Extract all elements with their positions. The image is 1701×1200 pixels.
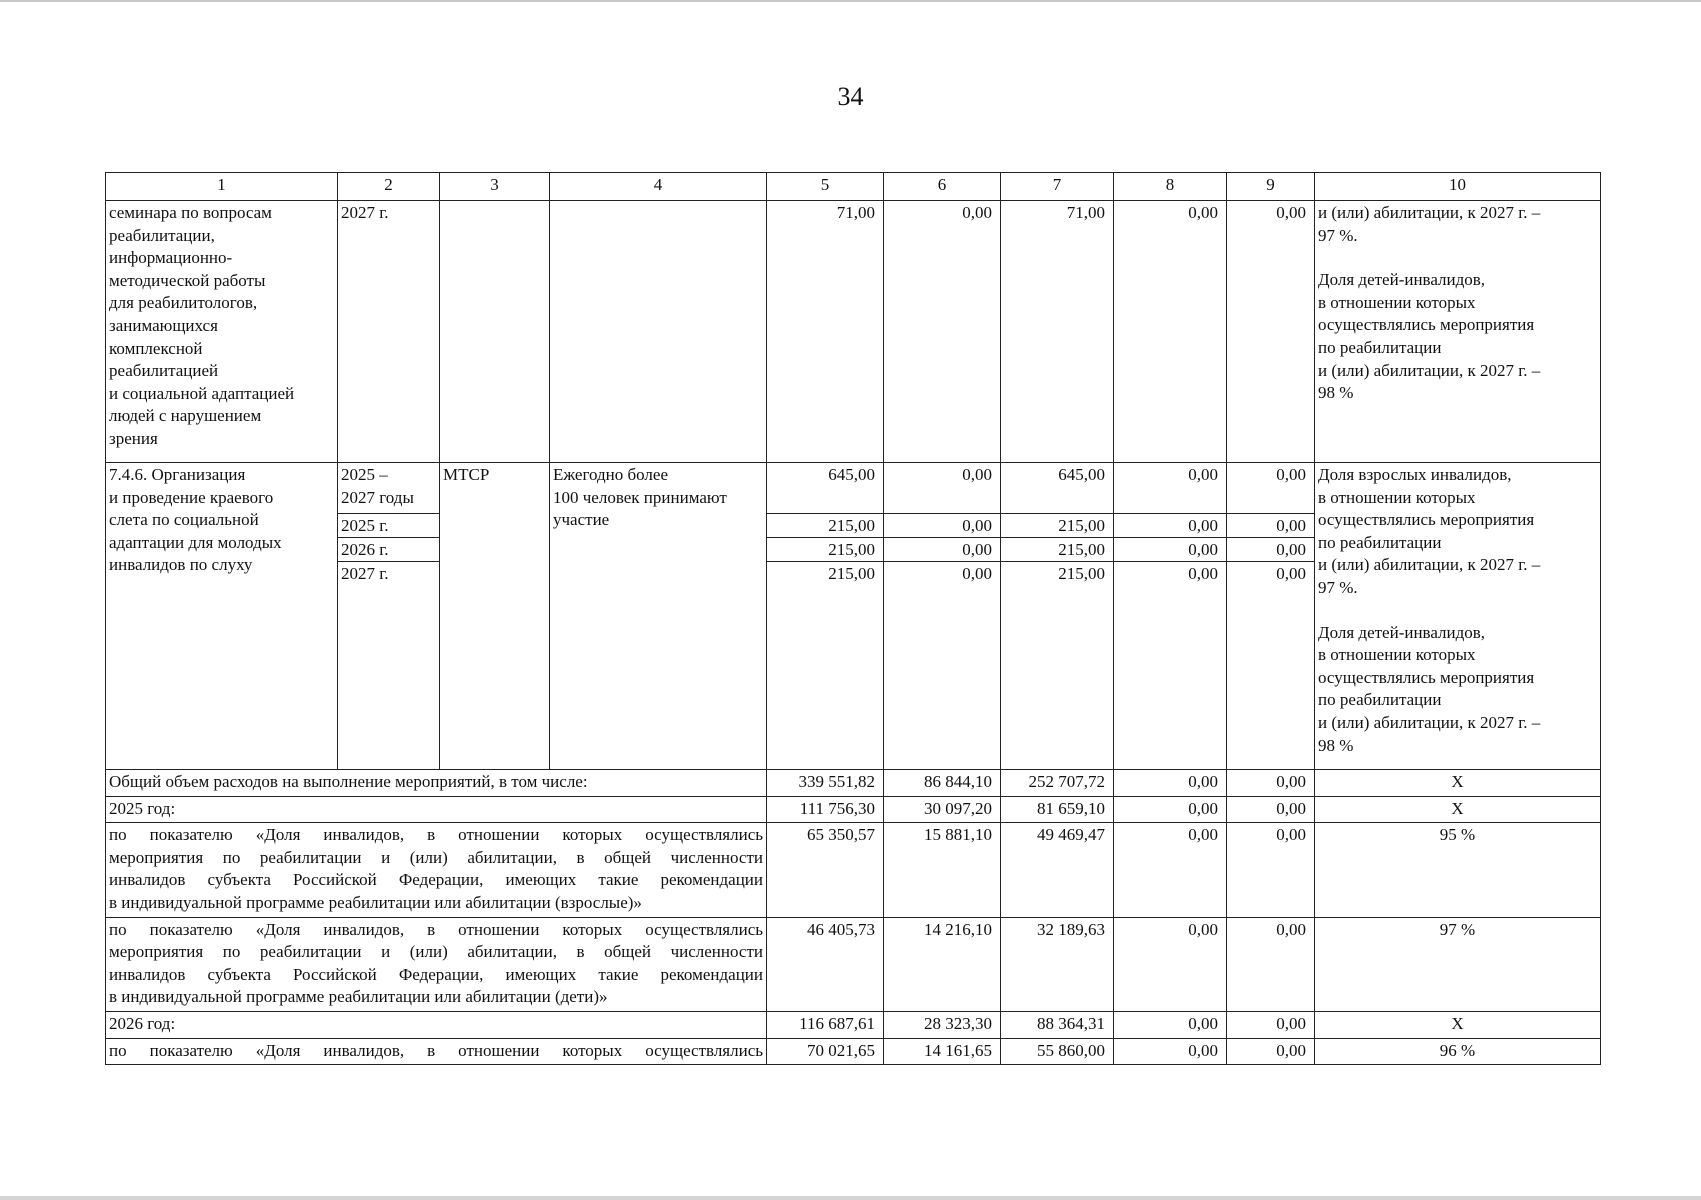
activity-line: адаптации для молодых: [109, 532, 282, 552]
summary-line: в индивидуальной программе реабилитации или абилитации (дети)»: [109, 987, 608, 1007]
summary-row-2025: [106, 796, 1601, 823]
summary-label: 2025 год:: [106, 796, 767, 823]
page-number: 34: [837, 82, 864, 111]
summary-label: Общий объем расходов на выполнение мероприятий, в том числе:: [106, 770, 767, 797]
indicator-line: и (или) абилитации, к 2027 г. –: [1318, 555, 1541, 575]
period-total: 2025 – 2027 годы: [338, 463, 439, 514]
summary-row-children-2025: [106, 917, 1601, 1011]
header-col-1: 1: [106, 173, 338, 201]
indicator-cell: [1315, 201, 1601, 463]
summary-line: в индивидуальной программе реабилитации или абилитации (взрослые)»: [109, 892, 642, 912]
activity-line: для реабилитологов,: [109, 293, 258, 313]
period-cell: [338, 463, 440, 770]
total-cell: 111 756,30: [767, 796, 884, 823]
activity-line: занимающихся: [109, 315, 218, 335]
header-col-10: 10: [1315, 173, 1601, 201]
other-cell: 0,00: [1227, 1038, 1315, 1065]
period-2025: 2025 г.: [338, 514, 439, 538]
result-line: Ежегодно более: [553, 465, 669, 484]
period-cell: 2027 г.: [338, 201, 440, 463]
other-cell: 0,00: [1227, 201, 1315, 463]
local-cell: 0,00: [1114, 770, 1227, 797]
summary-line: мероприятия по реабилитации и (или) абилитации, в общей численности: [109, 942, 763, 962]
indicator-line: и (или) абилитации, к 2027 г. –: [1318, 203, 1541, 222]
local-cell: 0,00: [1114, 823, 1227, 917]
activity-line: и социальной адаптацией: [109, 383, 295, 403]
regional-cell: 88 364,31: [1001, 1011, 1114, 1038]
regional-cell: 71,00: [1001, 201, 1114, 463]
value: 215,00: [767, 514, 883, 538]
summary-row-adults-2025: [106, 823, 1601, 917]
summary-row-total: [106, 770, 1601, 797]
executor-cell: МТСР: [440, 463, 550, 770]
summary-row-2026: [106, 1011, 1601, 1038]
regional-cell: 49 469,47: [1001, 823, 1114, 917]
value: 0,00: [1276, 564, 1306, 583]
indicator-line: Доля детей-инвалидов,: [1318, 270, 1486, 290]
summary-label: [106, 1038, 767, 1065]
other-cell: 0,00: [1227, 1011, 1315, 1038]
indicator-line: и (или) абилитации, к 2027 г. –: [1318, 360, 1541, 380]
regional-cell: [1001, 463, 1114, 770]
federal-cell: 14 161,65: [884, 1038, 1001, 1065]
regional-cell: 55 860,00: [1001, 1038, 1114, 1065]
value: 215,00: [1001, 538, 1113, 562]
value: 215,00: [767, 538, 883, 562]
value: 645,00: [1001, 463, 1113, 514]
total-cell: 65 350,57: [767, 823, 884, 917]
indicator-line: и (или) абилитации, к 2027 г. –: [1318, 712, 1541, 732]
table-row-746: [106, 463, 1601, 770]
header-row: [106, 173, 1601, 201]
result-line: 100 человек принимают: [553, 487, 727, 507]
other-cell: 0,00: [1227, 917, 1315, 1011]
local-cell: 0,00: [1114, 1038, 1227, 1065]
indicator-line: Доля детей-инвалидов,: [1318, 622, 1486, 642]
total-cell: 46 405,73: [767, 917, 884, 1011]
summary-line: мероприятия по реабилитации и (или) абилитации, в общей численности: [109, 847, 763, 867]
local-cell: [1114, 463, 1227, 770]
other-cell: [1227, 463, 1315, 770]
activity-line: 7.4.6. Организация: [109, 465, 246, 484]
federal-cell: 86 844,10: [884, 770, 1001, 797]
indicator-cell: Х: [1315, 1011, 1601, 1038]
summary-line: по показателю «Доля инвалидов, в отношении которых осуществлялись: [109, 919, 763, 939]
summary-line: инвалидов субъекта Российской Федерации, имеющих такие рекомендации: [109, 870, 763, 890]
activity-name-cell: [106, 201, 338, 463]
local-cell: 0,00: [1114, 201, 1227, 463]
local-cell: 0,00: [1114, 917, 1227, 1011]
indicator-line: осуществлялись мероприятия: [1318, 667, 1535, 687]
indicator-line: Доля взрослых инвалидов,: [1318, 465, 1512, 484]
result-line: участие: [553, 510, 610, 530]
header-col-5: 5: [767, 173, 884, 201]
federal-cell: 28 323,30: [884, 1011, 1001, 1038]
indicator-line: по реабилитации: [1318, 690, 1442, 710]
indicator-cell: 97 %: [1315, 917, 1601, 1011]
other-cell: 0,00: [1227, 796, 1315, 823]
indicator-cell: [1315, 463, 1601, 770]
federal-cell: 14 216,10: [884, 917, 1001, 1011]
indicator-line: 97 %.: [1318, 225, 1358, 245]
indicator-line: 97 %.: [1318, 577, 1358, 597]
activity-line: информационно-: [109, 248, 233, 268]
regional-cell: 32 189,63: [1001, 917, 1114, 1011]
value: 0,00: [884, 514, 1000, 538]
indicator-line: 98 %: [1318, 383, 1354, 403]
summary-row-adults-2026: [106, 1038, 1601, 1065]
value: 0,00: [1227, 463, 1314, 514]
activity-line: семинара по вопросам: [109, 203, 272, 222]
value: 0,00: [1188, 564, 1218, 583]
value: 215,00: [1001, 514, 1113, 538]
value: 0,00: [1114, 538, 1226, 562]
local-cell: 0,00: [1114, 1011, 1227, 1038]
federal-cell: 0,00: [884, 201, 1001, 463]
activity-line: слета по социальной: [109, 510, 259, 530]
local-cell: 0,00: [1114, 796, 1227, 823]
header-col-7: 7: [1001, 173, 1114, 201]
executor-cell: [440, 201, 550, 463]
header-col-6: 6: [884, 173, 1001, 201]
header-col-8: 8: [1114, 173, 1227, 201]
activity-line: реабилитацией: [109, 361, 219, 381]
period-2026: 2026 г.: [338, 538, 439, 562]
total-cell: 70 021,65: [767, 1038, 884, 1065]
period-2027: 2027 г.: [341, 564, 389, 583]
indicator-line: в отношении которых: [1318, 487, 1476, 507]
indicator-line: 98 %: [1318, 735, 1354, 755]
summary-label: [106, 823, 767, 917]
summary-label: 2026 год:: [106, 1011, 767, 1038]
regional-cell: 252 707,72: [1001, 770, 1114, 797]
scan-edge-bottom: [0, 1196, 1701, 1200]
table-row-seminar: [106, 201, 1601, 463]
value: 0,00: [1114, 514, 1226, 538]
total-cell: 339 551,82: [767, 770, 884, 797]
summary-line: инвалидов субъекта Российской Федерации, имеющих такие рекомендации: [109, 964, 763, 984]
activity-line: комплексной: [109, 338, 203, 358]
value: 215,00: [828, 564, 875, 583]
federal-cell: 30 097,20: [884, 796, 1001, 823]
activity-line: инвалидов по слуху: [109, 555, 253, 575]
indicator-cell: Х: [1315, 796, 1601, 823]
value: 645,00: [767, 463, 883, 514]
header-col-4: 4: [550, 173, 767, 201]
indicator-line: осуществлялись мероприятия: [1318, 510, 1535, 530]
header-col-9: 9: [1227, 173, 1315, 201]
indicator-line: по реабилитации: [1318, 337, 1442, 357]
total-cell: 116 687,61: [767, 1011, 884, 1038]
program-table: [105, 172, 1601, 1065]
result-cell: [550, 463, 767, 770]
scan-edge-top: [0, 0, 1701, 2]
value: 0,00: [1227, 514, 1314, 538]
indicator-line: в отношении которых: [1318, 645, 1476, 665]
value: 0,00: [1114, 463, 1226, 514]
indicator-line: осуществлялись мероприятия: [1318, 315, 1535, 335]
total-cell: [767, 463, 884, 770]
header-col-3: 3: [440, 173, 550, 201]
total-cell: 71,00: [767, 201, 884, 463]
result-cell: [550, 201, 767, 463]
indicator-cell: Х: [1315, 770, 1601, 797]
federal-cell: 15 881,10: [884, 823, 1001, 917]
regional-cell: 81 659,10: [1001, 796, 1114, 823]
activity-line: методической работы: [109, 270, 266, 290]
summary-line: по показателю «Доля инвалидов, в отношении которых осуществлялись: [109, 825, 763, 845]
activity-line: зрения: [109, 428, 158, 448]
activity-name-cell: [106, 463, 338, 770]
indicator-line: по реабилитации: [1318, 532, 1442, 552]
indicator-cell: 96 %: [1315, 1038, 1601, 1065]
value: 0,00: [962, 564, 992, 583]
indicator-cell: 95 %: [1315, 823, 1601, 917]
activity-line: и проведение краевого: [109, 487, 274, 507]
value: 0,00: [884, 538, 1000, 562]
activity-line: людей с нарушением: [109, 406, 262, 426]
value: 0,00: [884, 463, 1000, 514]
value: 215,00: [1058, 564, 1105, 583]
summary-line: по показателю «Доля инвалидов, в отношении которых осуществлялись: [109, 1040, 763, 1060]
other-cell: 0,00: [1227, 770, 1315, 797]
activity-line: реабилитации,: [109, 225, 215, 245]
other-cell: 0,00: [1227, 823, 1315, 917]
summary-label: [106, 917, 767, 1011]
federal-cell: [884, 463, 1001, 770]
header-col-2: 2: [338, 173, 440, 201]
value: 0,00: [1227, 538, 1314, 562]
indicator-line: в отношении которых: [1318, 292, 1476, 312]
